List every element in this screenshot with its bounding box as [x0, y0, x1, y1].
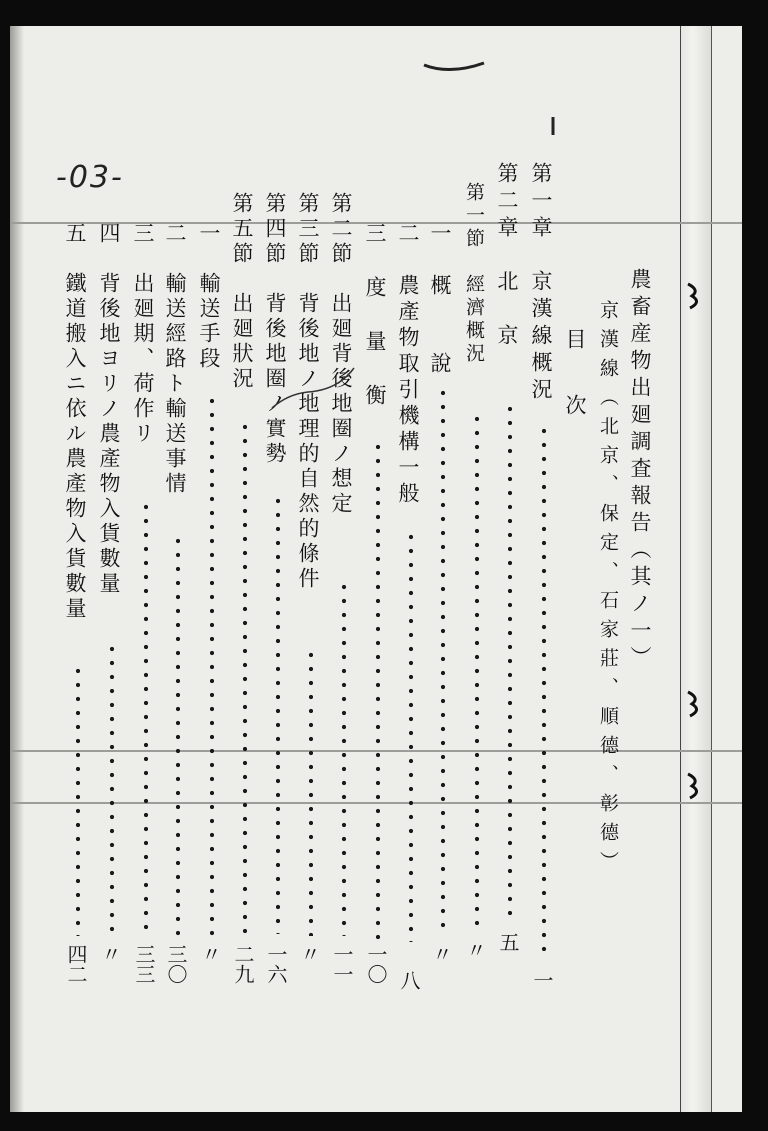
page-edge-shadow	[10, 26, 24, 1112]
toc-entry-page: 五	[496, 932, 520, 952]
toc-entry-page: 一	[530, 970, 554, 990]
toc-entry-label: 四 背後地ヨリノ農產物入貨數量	[97, 222, 121, 597]
page-number: -03-	[56, 160, 124, 195]
dot-leader	[309, 648, 313, 936]
toc-entry-label: 第一節 經濟概況	[463, 182, 485, 366]
toc-entry-label: 三 度 量 衡	[363, 222, 387, 411]
dot-leader	[409, 530, 413, 942]
toc-entry-page: 〃	[297, 944, 321, 964]
toc-entry-label: 一 概 說	[428, 222, 452, 378]
toc-entry-label: 一 輸送手段	[197, 222, 221, 372]
toc-entry-label: 第四節 背後地圈ノ實勢	[263, 192, 287, 467]
toc-entry-page: 八	[397, 970, 421, 990]
toc-entry-label: 二 輸送經路ト輸送事情	[163, 222, 187, 497]
dot-leader	[441, 386, 445, 934]
toc-entry-label: 第五節 出廻狀況	[230, 192, 254, 392]
toc-entry-label: 三 出廻期、荷作リ	[131, 222, 155, 447]
dot-leader	[110, 642, 114, 936]
toc-entry-page: 〃	[98, 944, 122, 964]
dot-leader	[376, 440, 380, 940]
toc-entry-page: 三三	[132, 944, 156, 984]
binding-hole-icon	[684, 770, 708, 800]
document-title: 農畜産物出廻調査報告（其ノ一）	[628, 268, 652, 673]
toc-entry-label: 第三節 背後地ノ地理的自然的條件	[296, 192, 320, 592]
dot-leader	[342, 580, 346, 936]
dot-leader	[276, 494, 280, 934]
toc-entry-page: 一一	[330, 944, 354, 984]
toc-entry-label: 第一章 京漢線概況	[529, 162, 553, 405]
pencil-underline-icon	[268, 362, 358, 422]
toc-entry-label: 五 鐵道搬入ニ依ル農產物入貨數量	[63, 222, 87, 622]
dot-leader	[176, 534, 180, 936]
document-subtitle: 京漢線（北京、保定、石家莊、順德、彰德）	[597, 300, 619, 880]
dot-leader	[144, 500, 148, 936]
toc-entry-label: 第二章 北 京	[495, 162, 519, 351]
toc-entry-page: 〃	[429, 944, 453, 964]
dash-mark-icon	[420, 55, 490, 79]
toc-entry-label: 第二節 出廻背後地圈ノ想定	[329, 192, 353, 517]
dot-leader	[210, 394, 214, 936]
toc-entry-page: 二九	[231, 944, 255, 984]
toc-heading: 目 次	[563, 328, 587, 427]
toc-entry-label: 二 農產物取引機構一般	[396, 222, 420, 508]
toc-entry-page: 〃	[463, 940, 487, 960]
dot-leader	[542, 424, 546, 960]
binding-strip	[680, 26, 712, 1112]
toc-entry-page: 〃	[198, 944, 222, 964]
dot-leader	[508, 402, 512, 922]
dot-leader	[76, 664, 80, 936]
toc-entry-page: 四二	[64, 944, 88, 984]
binding-hole-icon	[684, 280, 708, 310]
dot-leader	[243, 420, 247, 934]
toc-entry-page: 一六	[264, 944, 288, 984]
binding-hole-icon	[684, 688, 708, 718]
toc-entry-page: 三〇	[164, 944, 188, 984]
toc-entry-page: 一〇	[364, 944, 388, 984]
tick-mark-icon	[548, 115, 558, 137]
dot-leader	[475, 412, 479, 932]
